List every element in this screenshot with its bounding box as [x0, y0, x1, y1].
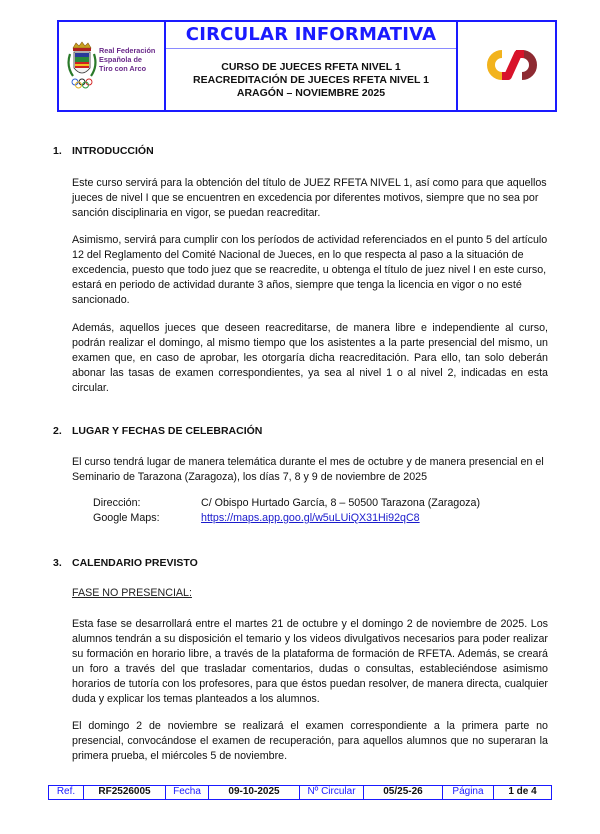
fase-no-presencial-heading: FASE NO PRESENCIAL: [72, 587, 192, 599]
section-heading-introduccion [53, 145, 154, 157]
circular-number-label: Nº Circular [300, 786, 364, 799]
section-number: 1. [53, 145, 62, 157]
calendario-paragraph-2: El domingo 2 de noviembre se realizará el examen correspondiente a la primera parte no presencial, convocándose el examen de recuperación, para aquellos alumnos que no superaran la primera prueba, el miércoles 5 de noviembre. [72, 720, 548, 762]
calendario-paragraph-1: Esta fase se desarrollará entre el martes 21 de octubre y el domingo 2 de noviembre de 2025. Los alumnos tendrán a su disposición el temario y los videos divulgativos necesarios para poder realizar su formación en horario libre, a través de la plataforma de formación de RFETA. Además, se creará un foro a través del que trasladar comentarios, dudas o consultas, estableciéndose asimismo horarios de tutoría con los profesores, para que éstos puedan resolver, de manera directa, cualquier duda y explicar los temas planteados a los alumnos. [72, 618, 548, 705]
address-row [93, 496, 480, 511]
header-title-cell [166, 22, 456, 110]
intro-paragraph-1: Este curso servirá para la obtención del título de JUEZ RFETA NIVEL 1, así como para que aquellos jueces de nivel I que se encuentren en excedencia por diferentes motivos, siempre que no sea por sanción disciplinaria en vigor, se puedan reacreditar. [72, 177, 547, 219]
circular-number-value: 05/25-26 [364, 786, 443, 799]
rfeta-text-line: Española de [99, 55, 142, 64]
address-label: Dirección: [93, 497, 141, 509]
footer-reference-table [48, 785, 552, 800]
section-title: INTRODUCCIÓN [72, 145, 154, 157]
maps-label: Google Maps: [93, 512, 160, 524]
date-value: 09-10-2025 [209, 786, 300, 799]
maps-row [93, 511, 420, 526]
address-value: C/ Obispo Hurtado García, 8 – 50500 Tarazona (Zaragoza) [201, 497, 481, 509]
page-label: Página [443, 786, 494, 799]
circular-title: CIRCULAR INFORMATIVA [166, 22, 456, 49]
rfeta-text-line: Real Federación [99, 46, 156, 55]
intro-paragraph-2: Asimismo, servirá para cumplir con los períodos de actividad referenciados en el punto 5 del artículo 12 del Reglamento del Comité Nacional de Jueces, en lo que respecta al paso a la situación de excedencia, puesto que todo juez que se reacredite, u obtenga el título de juez nivel I en este curso, estará en periodo de actividad durante 3 años, siempre que tenga la licencia en vigor o no esté sancionado. [72, 234, 548, 306]
lugar-paragraph: El curso tendrá lugar de manera telemática durante el mes de octubre y de manera presencial en el Seminario de Tarazona (Zaragoza), los días 7, 8 y 9 de noviembre de 2025 [72, 456, 544, 483]
csd-logo-icon [486, 50, 538, 80]
rfeta-logo-cell [59, 22, 166, 110]
header-box [57, 20, 557, 112]
ref-label: Ref. [49, 786, 84, 799]
ref-value: RF2526005 [84, 786, 166, 799]
page-value: 1 de 4 [508, 786, 537, 797]
subtitle-line: ARAGÓN – NOVIEMBRE 2025 [236, 87, 386, 99]
rfeta-text-line: Tiro con Arco [99, 64, 147, 73]
csd-logo-cell [456, 22, 555, 110]
section-heading-calendario [53, 557, 198, 569]
rfeta-logo-text [99, 46, 155, 73]
section-title: LUGAR Y FECHAS DE CELEBRACIÓN [72, 425, 263, 437]
section-heading-lugar-fechas [53, 425, 262, 437]
intro-paragraph-3: Además, aquellos jueces que deseen reacreditarse, de manera libre e independiente al curso, podrán realizar el domingo, al mismo tiempo que los asistentes a la parte presencial del mismo, un examen que, en caso de aprobar, les otorgaría dicha reacreditación. Para ello, tan solo deberán abonar las tasas de examen correspondientes, ya sea al nivel 1 o al nivel 2, indicadas en esta circular. [72, 322, 548, 394]
date-label: Fecha [166, 786, 209, 799]
section-title: CALENDARIO PREVISTO [72, 557, 198, 569]
circular-subtitle [166, 49, 456, 100]
section-number: 2. [53, 425, 62, 437]
subtitle-line: REACREDITACIÓN DE JUECES RFETA NIVEL 1 [193, 74, 429, 86]
google-maps-link[interactable]: https://maps.app.goo.gl/w5uLUiQX31Hi92qC8 [201, 512, 420, 524]
section-number: 3. [53, 557, 62, 569]
subtitle-line: CURSO DE JUECES RFETA NIVEL 1 [221, 61, 401, 73]
